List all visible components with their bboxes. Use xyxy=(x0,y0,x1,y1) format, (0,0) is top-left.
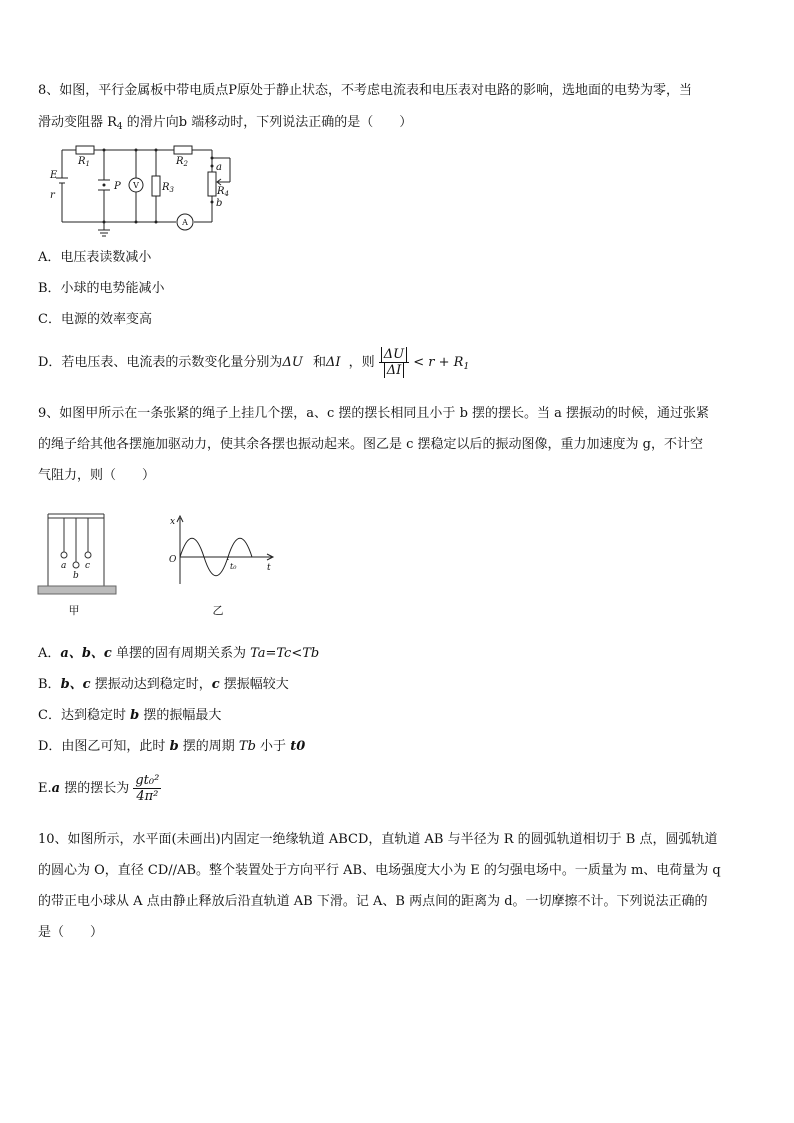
figure-yi-caption: 乙 xyxy=(212,604,224,617)
q10-line2: 的圆心为 O，直径 CD//AB。整个装置处于方向平行 AB、电场强度大小为 E 的匀强电场中。一质量为 m、电荷量为 q xyxy=(38,863,721,878)
q8-option-d: D．若电压表、电流表的示数变化量分别为ΔU 和ΔI ，则 $\frac{\Delta U}{\Delta I}$ < $r + R_1$ xyxy=(38,347,470,378)
ammeter-label: A xyxy=(182,218,188,227)
figure-jia-caption: 甲 xyxy=(68,604,80,617)
q8-stem-line2: 滑动变阻器 $R_4$ 的滑片向b 端移动时，下列说法正确的是（ ） xyxy=(38,115,413,132)
q8-circuit-diagram xyxy=(48,142,248,238)
q8-option-d-fraction: $\frac{\Delta U}{\Delta I}$ xyxy=(379,347,409,378)
q8-option-b: B．小球的电势能减小 xyxy=(38,281,165,296)
q9-figure-pendulums xyxy=(34,506,134,618)
q9-option-e-fraction: $\frac{\text{gt₀²}}{\text{4π²}}$ xyxy=(135,773,160,804)
q9-option-c: C．达到稳定时 b 摆的振幅最大 xyxy=(38,708,222,723)
q8-stem-line1: 8、如图，平行金属板中带电质点P原处于静止状态，不考虑电流表和电压表对电路的影响，选地面的电势为零，当 xyxy=(38,83,693,98)
q9-stem-line3: 气阻力，则（ ） xyxy=(38,468,156,483)
q10-line3: 的带正电小球从 A 点由静止释放后沿直轨道 AB 下滑。记 A、B 两点间的距离为 d。一切摩擦不计。下列说法正确的 xyxy=(38,894,708,909)
label-r3: $R_3$ xyxy=(162,182,174,194)
q9-stem-line1: 9、如图甲所示在一条张紧的绳子上挂几个摆，a、c 摆的摆长相同且小于 b 摆的摆长。当 a 摆振动的时候，通过张紧 xyxy=(38,406,710,421)
q9-figure-graph xyxy=(160,512,282,618)
label-p: P xyxy=(114,181,121,192)
label-r1: $R_1$ xyxy=(78,156,90,168)
label-e: E xyxy=(50,170,58,181)
graph-t0-label: t₀ xyxy=(230,562,237,571)
label-r2: $R_2$ xyxy=(176,156,188,168)
label-a: a xyxy=(216,162,222,173)
q9-option-d: D．由图乙可知，此时 b 摆的周期 Tb 小于 t0 xyxy=(38,739,306,754)
q10-line4: 是（ ） xyxy=(38,925,104,940)
q9-option-a: A．a、b、c 单摆的固有周期关系为 Ta=Tc<Tb xyxy=(38,646,320,661)
label-b: b xyxy=(216,198,223,209)
graph-x-label: x xyxy=(170,517,176,527)
q10-line1: 10、如图所示，水平面(未画出)内固定一绝缘轨道 ABCD，直轨道 AB 与半径为 R 的圆弧轨道相切于 B 点，圆弧轨道 xyxy=(38,832,718,847)
q8-option-c: C．电源的效率变高 xyxy=(38,312,152,327)
graph-origin-label: O xyxy=(169,555,177,565)
label-r4: $R_4$ xyxy=(217,186,229,198)
voltmeter-label: V xyxy=(133,181,139,190)
graph-t-label: t xyxy=(267,563,271,573)
pendulum-b-label: b xyxy=(73,571,79,581)
q9-option-b: B．b、c 摆振动达到稳定时，c 摆振幅较大 xyxy=(38,677,289,692)
label-r: r xyxy=(50,190,55,201)
q9-option-e: E.a 摆的摆长为 $\frac{\text{gt₀²}}{\text{4π²}}$ xyxy=(38,773,160,804)
pendulum-a-label: a xyxy=(61,561,67,571)
q9-stem-line2: 的绳子给其他各摆施加驱动力，使其余各摆也振动起来。图乙是 c 摆稳定以后的振动图像，重力加速度为 g，不计空 xyxy=(38,437,704,452)
q8-option-a: A．电压表读数减小 xyxy=(38,250,152,265)
pendulum-c-label: c xyxy=(85,561,91,571)
